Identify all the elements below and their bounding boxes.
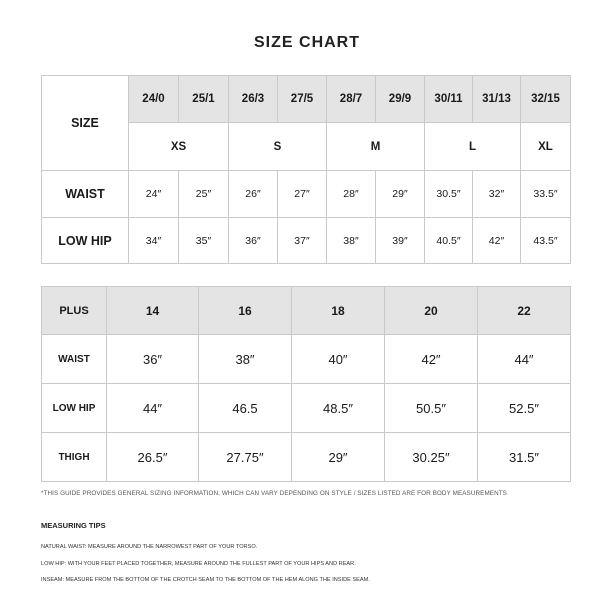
row-label-low-hip: LOW HIP: [42, 384, 107, 433]
tip-inseam: INSEAM: MEASURE FROM THE BOTTOM OF THE CROTCH SEAM TO THE BOTTOM OF THE HEM ALONG THE INSIDE SEAM.: [41, 577, 370, 583]
plus-size: 18: [292, 287, 385, 335]
table-cell: 28″: [327, 171, 376, 218]
plus-size: 22: [478, 287, 571, 335]
numeric-size: 26/3: [229, 76, 278, 123]
row-label-waist: WAIST: [42, 335, 107, 384]
numeric-size: 28/7: [327, 76, 376, 123]
table-cell: 52.5″: [478, 384, 571, 433]
table-row: [42, 433, 571, 482]
table-cell: 38″: [327, 218, 376, 264]
letter-size: L: [425, 123, 521, 171]
table-cell: 30.25″: [385, 433, 478, 482]
table-cell: 39″: [376, 218, 425, 264]
table-cell: 34″: [129, 218, 179, 264]
tip-low-hip: LOW HIP: WITH YOUR FEET PLACED TOGETHER, MEASURE AROUND THE FULLEST PART OF YOUR HIPS AND REAR.: [41, 561, 356, 567]
numeric-size: 31/13: [473, 76, 521, 123]
page-title: SIZE CHART: [254, 34, 360, 51]
table-row: [42, 384, 571, 433]
table-row: [42, 335, 571, 384]
row-label-low-hip: LOW HIP: [42, 218, 129, 264]
table-cell: 37″: [278, 218, 327, 264]
plus-size: 20: [385, 287, 478, 335]
table-cell: 44″: [478, 335, 571, 384]
size-header-label: SIZE: [42, 76, 129, 171]
letter-size: S: [229, 123, 327, 171]
numeric-size: 24/0: [129, 76, 179, 123]
table-cell: 35″: [179, 218, 229, 264]
table-cell: 42″: [385, 335, 478, 384]
tip-natural-waist: NATURAL WAIST: MEASURE AROUND THE NARROWEST PART OF YOUR TORSO.: [41, 544, 258, 550]
table-cell: 48.5″: [292, 384, 385, 433]
numeric-size: 32/15: [521, 76, 571, 123]
table-cell: 50.5″: [385, 384, 478, 433]
letter-size: XL: [521, 123, 571, 171]
table-cell: 43.5″: [521, 218, 571, 264]
numeric-size: 29/9: [376, 76, 425, 123]
plus-size: 16: [199, 287, 292, 335]
size-chart-table: [41, 75, 571, 264]
table-cell: 40″: [292, 335, 385, 384]
table-cell: 42″: [473, 218, 521, 264]
table-cell: 32″: [473, 171, 521, 218]
plus-size: 14: [107, 287, 199, 335]
table-cell: 27″: [278, 171, 327, 218]
numeric-size-row: [42, 76, 571, 123]
table-cell: 26″: [229, 171, 278, 218]
table-cell: 24″: [129, 171, 179, 218]
table-cell: 46.5: [199, 384, 292, 433]
row-label-thigh: THIGH: [42, 433, 107, 482]
plus-size-chart-table: [41, 286, 571, 482]
table-cell: 31.5″: [478, 433, 571, 482]
table-row: [42, 218, 571, 264]
row-label-waist: WAIST: [42, 171, 129, 218]
table-cell: 26.5″: [107, 433, 199, 482]
measuring-tips-heading: MEASURING TIPS: [41, 521, 106, 530]
table-cell: 25″: [179, 171, 229, 218]
table-cell: 27.75″: [199, 433, 292, 482]
plus-label: PLUS: [42, 287, 107, 335]
table-cell: 44″: [107, 384, 199, 433]
plus-size-row: [42, 287, 571, 335]
table-cell: 33.5″: [521, 171, 571, 218]
table-cell: 36″: [229, 218, 278, 264]
numeric-size: 25/1: [179, 76, 229, 123]
letter-size: XS: [129, 123, 229, 171]
disclaimer-text: *THIS GUIDE PROVIDES GENERAL SIZING INFORMATION, WHICH CAN VARY DEPENDING ON STYLE / SIZES LISTED ARE FOR BODY MEASUREMENTS: [41, 490, 507, 497]
table-cell: 40.5″: [425, 218, 473, 264]
letter-size: M: [327, 123, 425, 171]
table-cell: 29″: [292, 433, 385, 482]
table-cell: 36″: [107, 335, 199, 384]
table-cell: 30.5″: [425, 171, 473, 218]
numeric-size: 27/5: [278, 76, 327, 123]
table-cell: 29″: [376, 171, 425, 218]
table-row: [42, 171, 571, 218]
table-cell: 38″: [199, 335, 292, 384]
numeric-size: 30/11: [425, 76, 473, 123]
